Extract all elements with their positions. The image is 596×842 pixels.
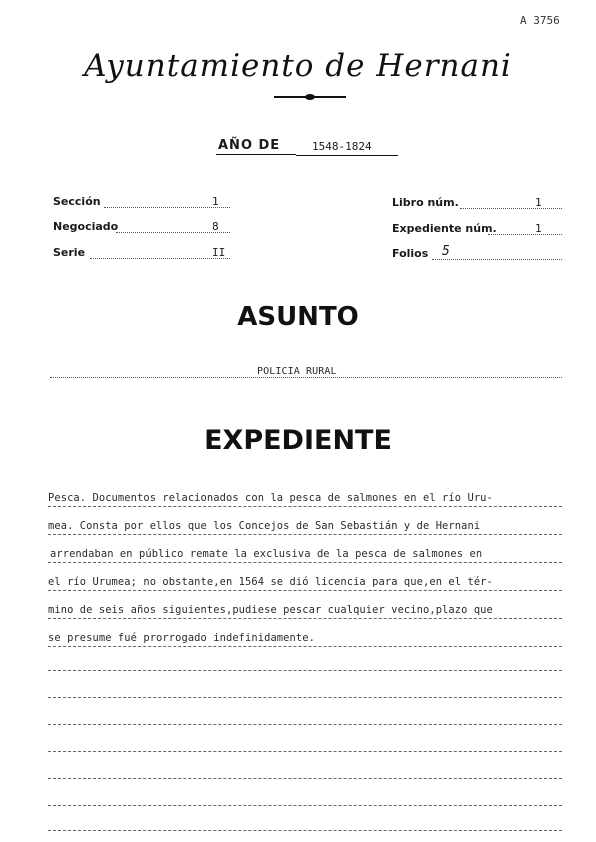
- ruled-line-6: [48, 646, 562, 647]
- ruled-line-13: [48, 830, 562, 831]
- ruled-line-10: [48, 751, 562, 752]
- expediente-num-line: [488, 234, 562, 235]
- ruled-line-12: [48, 805, 562, 806]
- libro-line: [460, 208, 562, 209]
- ruled-line-2: [48, 534, 562, 535]
- seccion-value: 1: [212, 195, 219, 208]
- expediente-num-label: Expediente núm.: [392, 222, 497, 235]
- serie-value: II: [212, 246, 226, 259]
- folios-value: 5: [442, 244, 450, 259]
- title-divider-ornament: [305, 94, 315, 100]
- ano-label: AÑO DE: [218, 138, 281, 153]
- ruled-line-5: [48, 618, 562, 619]
- ano-label-underline: [216, 154, 296, 155]
- body-line-2: mea. Consta por ellos que los Concejos de San Sebastián y de Hernani: [48, 520, 481, 532]
- libro-value: 1: [535, 196, 542, 209]
- negociado-label: Negociado: [53, 220, 119, 233]
- folios-label: Folios: [392, 247, 429, 260]
- ano-value: 1548-1824: [312, 140, 372, 153]
- asunto-heading: ASUNTO: [237, 302, 359, 332]
- libro-label: Libro núm.: [392, 196, 459, 209]
- ruled-line-4: [48, 590, 562, 591]
- expediente-heading: EXPEDIENTE: [204, 425, 392, 456]
- ruled-line-7: [48, 670, 562, 671]
- expediente-num-value: 1: [535, 222, 542, 235]
- asunto-line: [50, 377, 562, 378]
- ruled-line-3: [48, 562, 562, 563]
- ruled-line-8: [48, 697, 562, 698]
- negociado-value: 8: [212, 220, 219, 233]
- body-line-1: Pesca. Documentos relacionados con la pesca de salmones en el río Uru-: [48, 492, 493, 504]
- ruled-line-1: [48, 506, 562, 507]
- ruled-line-11: [48, 778, 562, 779]
- document-title: Ayuntamiento de Hernani: [84, 48, 512, 84]
- serie-line: [90, 258, 230, 259]
- ano-value-line: [296, 155, 398, 156]
- folios-line: [432, 259, 562, 260]
- body-line-3: arrendaban en público remate la exclusiva de la pesca de salmones en: [50, 548, 483, 560]
- body-line-5: mino de seis años siguientes,pudiese pescar cualquier vecino,plazo que: [48, 604, 493, 616]
- serie-label: Serie: [53, 246, 86, 259]
- ruled-line-9: [48, 724, 562, 725]
- seccion-label: Sección: [53, 195, 101, 208]
- asunto-value: POLICIA RURAL: [257, 366, 337, 377]
- body-line-6: se presume fué prorrogado indefinidamente.: [48, 632, 315, 644]
- archive-reference-note: A 3756: [520, 14, 560, 27]
- body-line-4: el río Urumea; no obstante,en 1564 se dió licencia para que,en el tér-: [48, 576, 493, 588]
